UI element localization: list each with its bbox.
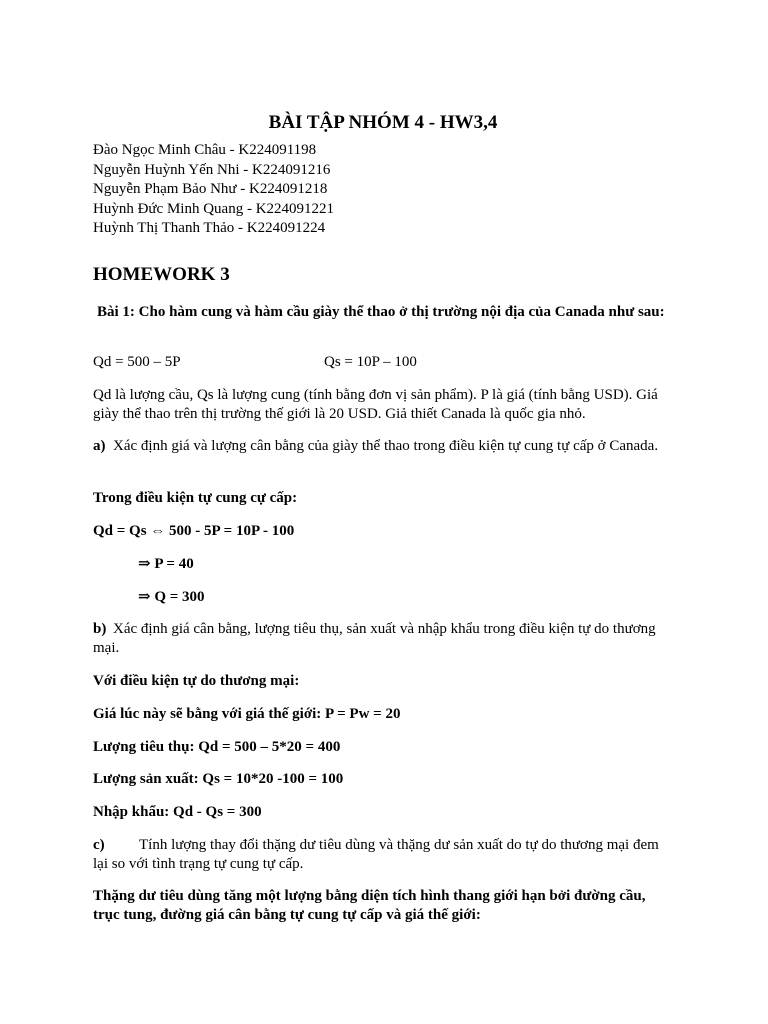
part-a-question: [93, 437, 668, 456]
part-a-equation-3: ⇒ Q = 300: [138, 589, 205, 605]
member-item: Nguyễn Huỳnh Yến Nhi - K224091216: [93, 161, 331, 178]
part-b-line-3: Lượng sản xuất: Qs = 10*20 -100 = 100: [93, 771, 344, 787]
member-list: [93, 141, 334, 239]
part-a-heading: Trong điều kiện tự cung cự cấp:: [93, 490, 298, 506]
member-item: Nguyễn Phạm Bảo Như - K224091218: [93, 181, 328, 197]
part-c-label: c): [93, 837, 105, 853]
homework-heading: HOMEWORK 3: [93, 264, 230, 285]
part-b-question: [93, 620, 668, 658]
part-b-line-2: Lượng tiêu thụ: Qd = 500 – 5*20 = 400: [93, 739, 341, 755]
part-c-answer: Thặng dư tiêu dùng tăng một lượng bằng diện tích hình thang giới hạn bởi đường cầu, trục tung, đường giá cân bằng tự cung tự cấp và giá thế giới:: [93, 888, 646, 923]
part-b-heading: Với điều kiện tự do thương mại:: [93, 673, 300, 689]
member-item: Đào Ngọc Minh Châu - K224091198: [93, 142, 317, 158]
problem-description: Qd là lượng cầu, Qs là lượng cung (tính bằng đơn vị sản phẩm). P là giá (tính bằng USD). Giá giày thể thao trên thị trường thế giới là 20 USD. Giả thiết Canada là quốc gia nhỏ.: [93, 387, 658, 422]
part-a-equation-2: ⇒ P = 40: [138, 556, 194, 572]
document-title: BÀI TẬP NHÓM 4 - HW3,4: [268, 112, 498, 133]
part-c-question: [93, 836, 668, 874]
member-item: Huỳnh Thị Thanh Thảo - K224091224: [93, 220, 326, 236]
problem-statement: Bài 1: Cho hàm cung và hàm cầu giày thể thao ở thị trường nội địa của Canada như sau:: [97, 304, 665, 320]
part-c-question-text: Tính lượng thay đổi thặng dư tiêu dùng và thặng dư sản xuất do tự do thương mại đem lại so với tình trạng tự cung tự cấp.: [93, 837, 659, 872]
part-a-label: a): [93, 438, 106, 454]
equations-row: [93, 353, 668, 372]
part-a-question-text: Xác định giá và lượng cân bằng của giày thể thao trong điều kiện tự cung tự cấp ở Canada.: [113, 438, 659, 454]
part-b-label: b): [93, 621, 107, 637]
part-b-line-4: Nhập khẩu: Qd - Qs = 300: [93, 804, 262, 820]
part-b-question-text: Xác định giá cân bằng, lượng tiêu thụ, sản xuất và nhập khẩu trong điều kiện tự do thương mại.: [93, 621, 656, 656]
part-a-equation-1: Qd = Qs ⇔ 500 - 5P = 10P - 100: [93, 523, 295, 539]
member-item: Huỳnh Đức Minh Quang - K224091221: [93, 200, 335, 217]
demand-equation: Qd = 500 – 5P: [93, 354, 181, 370]
part-b-line-1: Giá lúc này sẽ bằng với giá thế giới: P = Pw = 20: [93, 706, 401, 722]
supply-equation: Qs = 10P – 100: [324, 354, 417, 370]
